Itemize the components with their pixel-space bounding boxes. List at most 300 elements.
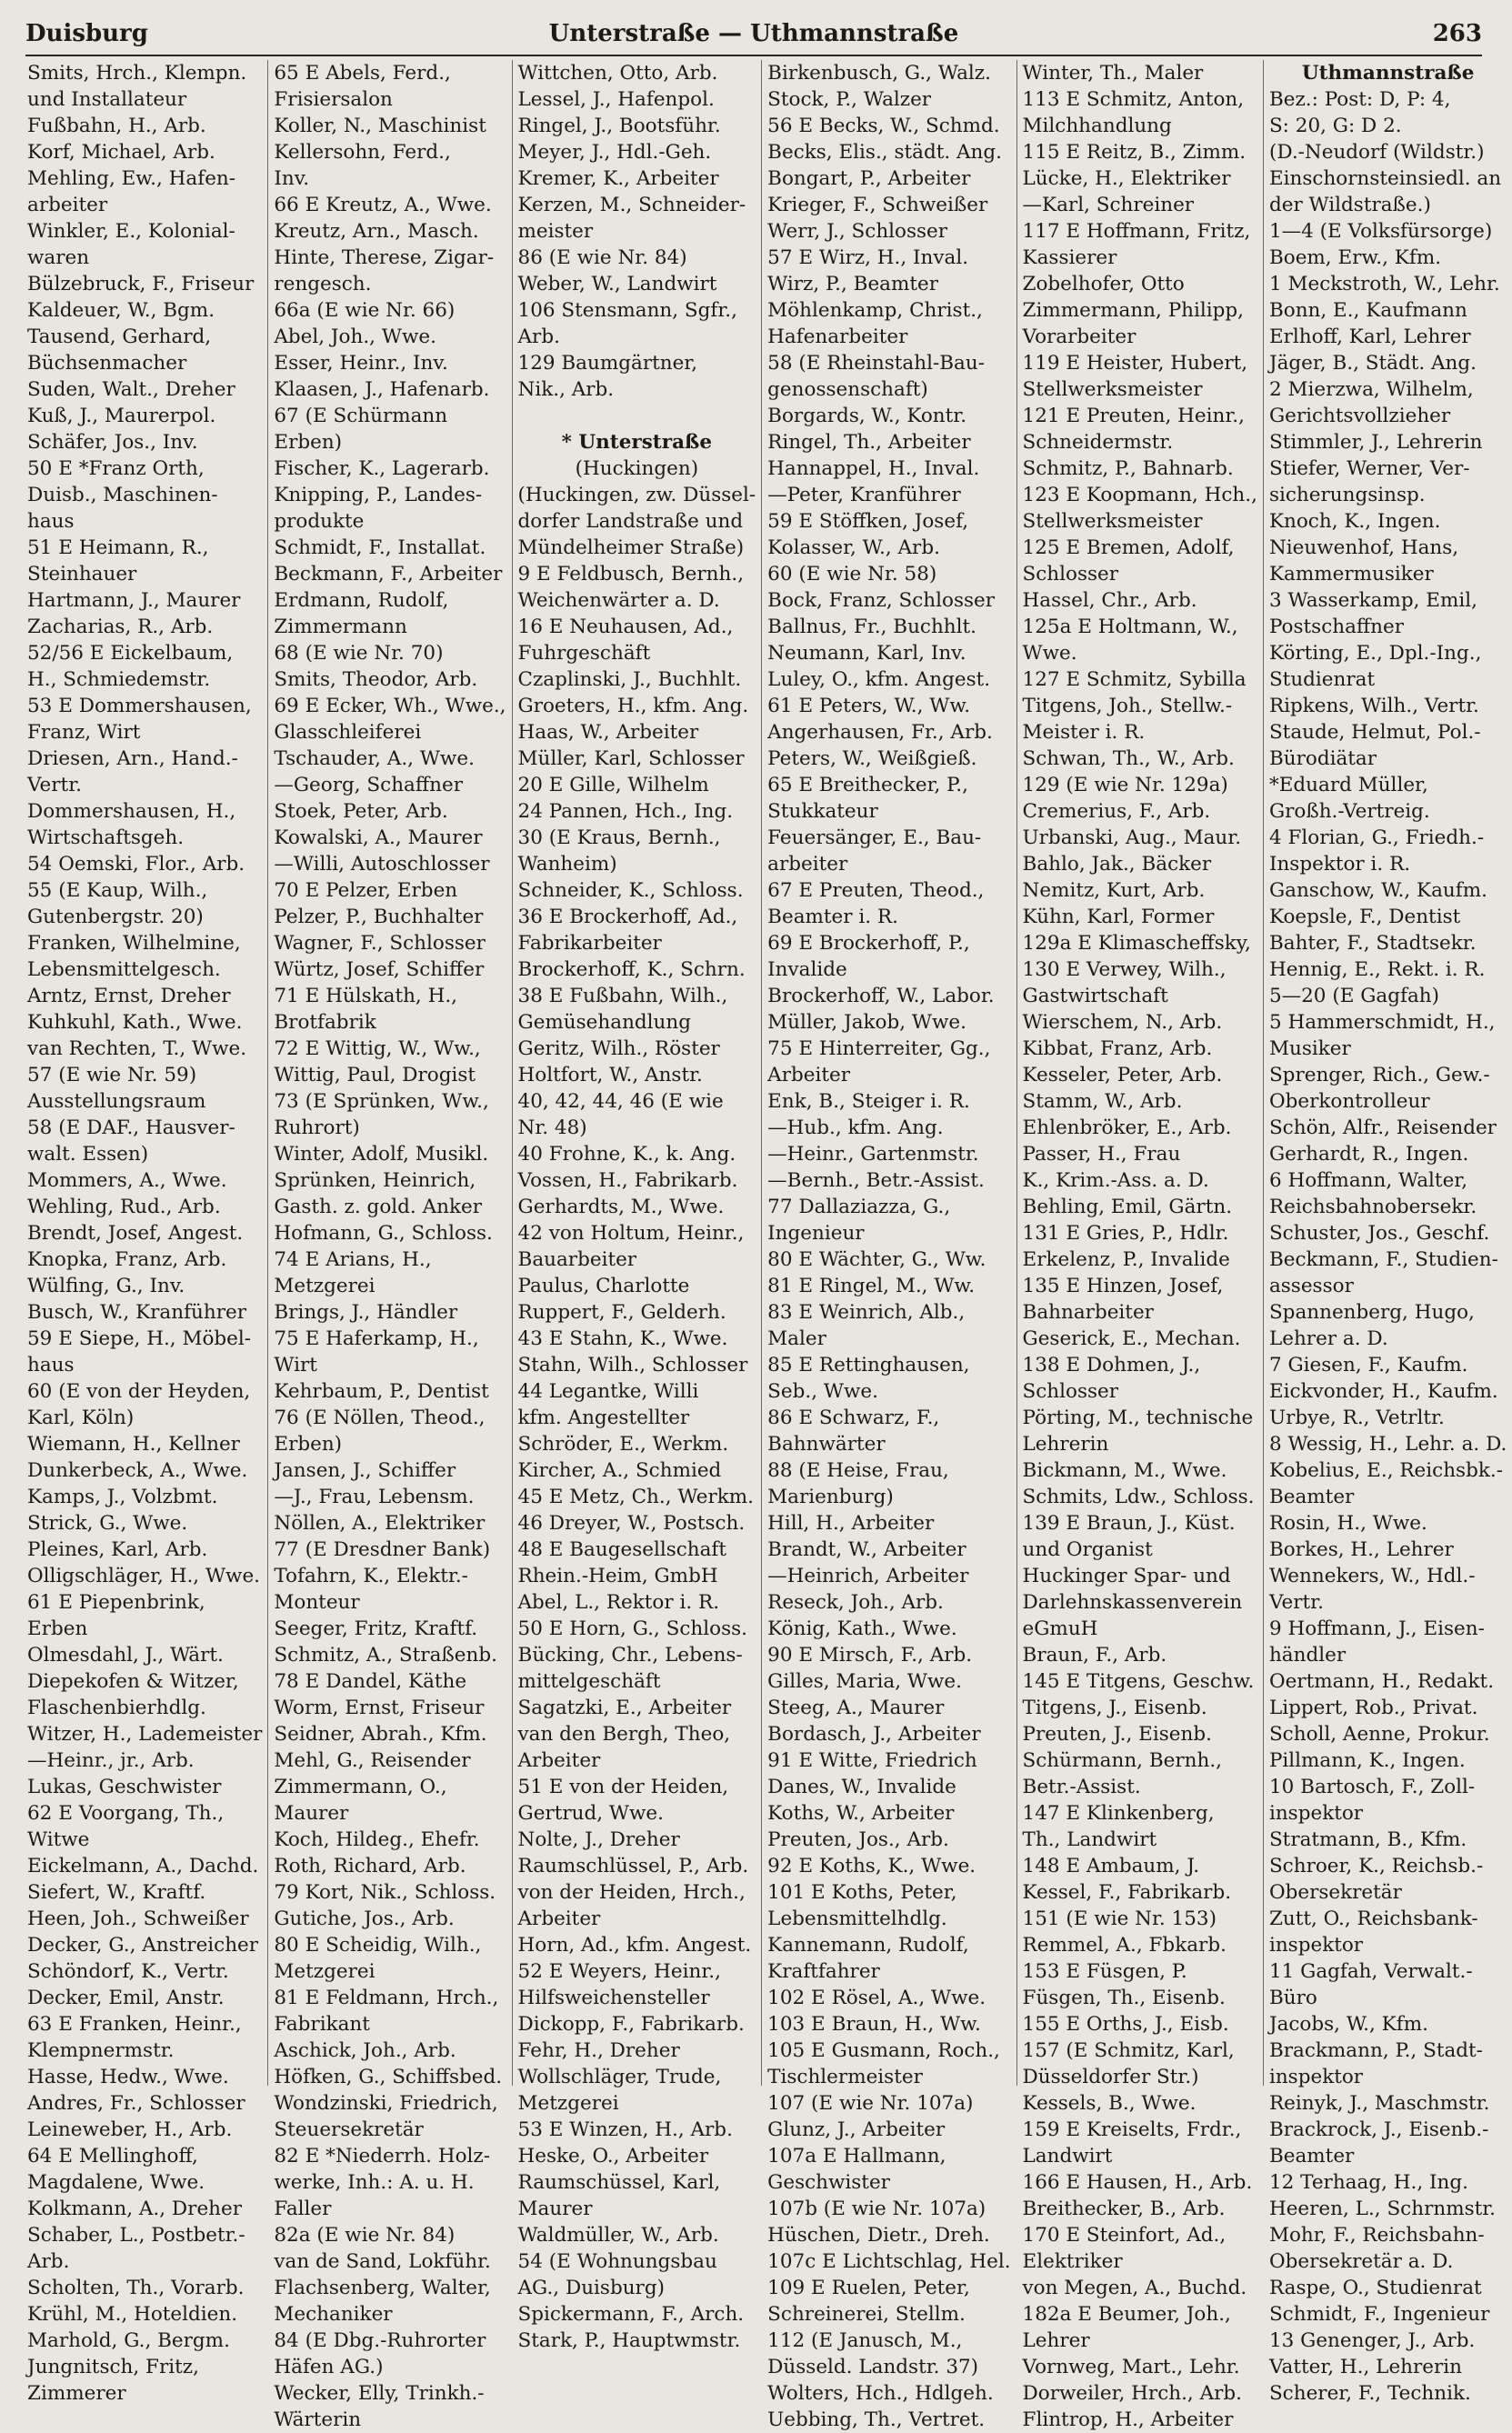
directory-entry-line: Beamter (1268, 1486, 1355, 1508)
directory-entry-line: Gerhardt, R., Ingen. (1268, 1143, 1469, 1166)
directory-entry-line: 40, 42, 44, 46 (E wie (517, 1090, 724, 1113)
directory-entry-line: —Willi, Autoschlosser (274, 853, 490, 876)
directory-entry-line: Luley, O., kfm. Angest. (767, 668, 991, 691)
directory-entry-line: Remmel, A., Fbkarb. (1022, 1934, 1227, 1957)
directory-entry-line: Nik., Arb. (517, 378, 615, 401)
directory-entry-line: Leineweber, H., Arb. (27, 2118, 233, 2141)
directory-entry-line: Hinte, Therese, Zigar- (274, 246, 495, 269)
directory-entry-line: Invalide (767, 958, 847, 981)
directory-entry-line: Jungnitsch, Fritz, (27, 2356, 199, 2378)
directory-entry-line: —Karl, Schreiner (1022, 194, 1195, 216)
directory-entry-line: Fischer, K., Lagerarb. (274, 457, 490, 480)
directory-entry-line: Müller, Jakob, Wwe. (767, 1011, 966, 1034)
directory-entry-line: Lücke, H., Elektriker (1022, 167, 1231, 190)
directory-entry-line: Ingenieur (767, 1222, 865, 1245)
directory-entry-line: Schlosser (1022, 1380, 1119, 1403)
directory-entry-line: Fabrikant (274, 2013, 370, 2036)
directory-entry-line: Danes, W., Invalide (767, 1776, 956, 1798)
directory-entry-line: 81 E Ringel, M., Ww. (767, 1275, 976, 1297)
directory-entry-line: Studienrat (1268, 668, 1376, 691)
directory-entry-line: 129 (E wie Nr. 129a) (1022, 774, 1228, 796)
directory-entry-line: 139 E Braun, J., Küst. (1022, 1512, 1236, 1535)
directory-entry-line: Angerhausen, Fr., Arb. (767, 721, 993, 744)
directory-entry-line: Kolkmann, A., Dreher (27, 2198, 243, 2220)
directory-entry-line: 107b (E wie Nr. 107a) (767, 2198, 986, 2220)
directory-entry-line: Lehrerin (1022, 1433, 1109, 1456)
directory-entry-line: Th., Landwirt (1022, 1828, 1157, 1851)
directory-entry-line: Brotfabrik (274, 1011, 376, 1034)
directory-entry-line: Busch, W., Kranführer (27, 1301, 247, 1324)
directory-entry-line: Dorweiler, Hrch., Arb. (1022, 2382, 1242, 2405)
directory-entry-line: 80 E Scheidig, Wilh., (274, 1934, 482, 1957)
directory-entry-line: 61 E Peters, W., Ww. (767, 695, 971, 717)
directory-entry-line: Scholten, Th., Vorarb. (27, 2277, 245, 2299)
directory-entry-line: 9 Hoffmann, J., Eisen- (1268, 1617, 1485, 1640)
directory-entry-line: Einschornsteinsiedl. an (1268, 167, 1502, 190)
directory-column-2 (267, 60, 511, 2431)
directory-entry-line: —Peter, Kranführer (767, 484, 961, 506)
directory-entry-line: Wecker, Elly, Trinkh.- (274, 2382, 485, 2405)
directory-entry-line: 127 E Schmitz, Sybilla (1022, 668, 1247, 691)
directory-entry-line: Dommershausen, H., (27, 800, 236, 823)
directory-entry-line: Heske, O., Arbeiter (517, 2145, 709, 2168)
directory-entry-line: Scherer, F., Technik. (1268, 2382, 1471, 2405)
directory-entry-line: Raspe, O., Studienrat (1268, 2277, 1482, 2299)
directory-column-5 (1016, 60, 1263, 2431)
directory-entry-line: 102 E Rösel, A., Wwe. (767, 1987, 986, 2009)
directory-entry-line: von Megen, A., Buchd. (1022, 2277, 1247, 2299)
directory-entry-line: Heeren, L., Schrnmstr. (1268, 2198, 1496, 2220)
directory-entry-line: Gutenbergstr. 20) (27, 906, 204, 928)
directory-entry-line: Pörting, M., technische (1022, 1407, 1254, 1429)
directory-entry-line: Stratmann, B., Kfm. (1268, 1828, 1467, 1851)
directory-entry-line: Seidner, Abrah., Kfm. (274, 1723, 487, 1746)
directory-entry-line: Marienburg) (767, 1486, 894, 1508)
directory-entry-line: 82 E *Niederrh. Holz- (274, 2145, 490, 2168)
directory-entry-line: Brandt, W., Arbeiter (767, 1538, 966, 1561)
directory-entry-line: Glunz, J., Arbeiter (767, 2118, 946, 2141)
directory-entry-line: Braun, F., Arb. (1022, 1644, 1167, 1667)
directory-entry-line: Arbeiter (767, 1064, 850, 1086)
directory-entry-line: —Hub., kfm. Ang. (767, 1116, 944, 1139)
directory-entry-line: Jäger, B., Städt. Ang. (1268, 352, 1477, 375)
directory-entry-line: Marhold, G., Bergm. (27, 2329, 230, 2352)
directory-entry-line: Maler (767, 1327, 826, 1350)
directory-entry-line: 85 E Rettinghausen, (767, 1354, 970, 1377)
directory-entry-line: Eickelmann, A., Dachd. (27, 1855, 259, 1877)
directory-entry-line: Erkelenz, P., Invalide (1022, 1248, 1230, 1271)
directory-entry-line: Tschauder, A., Wwe. (274, 747, 475, 770)
directory-entry-line: 30 (E Kraus, Bernh., (517, 826, 721, 849)
directory-entry-line: Steeg, A., Maurer (767, 1697, 945, 1719)
directory-entry-line: 54 (E Wohnungsbau (517, 2250, 717, 2273)
directory-entry-line: 166 E Hausen, H., Arb. (1022, 2171, 1253, 2194)
directory-entry-line: Boem, Erw., Kfm. (1268, 246, 1442, 269)
directory-entry-line: Postschaffner (1268, 616, 1405, 638)
directory-entry-line: Fuhrgeschäft (517, 642, 651, 665)
directory-entry-line: Maurer (274, 1802, 349, 1825)
directory-entry-line: Stimmler, J., Lehrerin (1268, 431, 1483, 454)
directory-entry-line: Lebensmittelgesch. (27, 958, 221, 981)
directory-entry-line: händler (1268, 1644, 1347, 1667)
directory-entry-line: 107c E Lichtschlag, Hel. (767, 2250, 1011, 2273)
page-number: 263 (1432, 20, 1482, 47)
directory-entry-line: 73 (E Sprünken, Ww., (274, 1090, 489, 1113)
directory-entry-line: Landwirt (1022, 2145, 1113, 2168)
directory-entry-line: Hilfsweichensteller (517, 1987, 710, 2009)
directory-entry-line: Heen, Joh., Schweißer (27, 1907, 249, 1930)
directory-entry-line: 91 E Witte, Friedrich (767, 1749, 977, 1772)
directory-entry-line: Raumschüssel, Karl, (517, 2171, 721, 2194)
directory-entry-line: Vornweg, Mart., Lehr. (1022, 2356, 1240, 2378)
directory-entry-line: Erben (27, 1617, 88, 1640)
directory-entry-line: Düsseldorfer Str.) (1022, 2066, 1199, 2088)
directory-entry-line: Mehl, G., Reisender (274, 1749, 471, 1772)
directory-entry-line: inspektor (1268, 1934, 1364, 1957)
directory-entry-line: Tofahrn, K., Elektr.- (274, 1565, 468, 1587)
directory-entry-line: * Unterstraße (561, 431, 713, 454)
directory-entry-line: Hüschen, Dietr., Dreh. (767, 2224, 990, 2247)
directory-entry-line: Frisiersalon (274, 88, 393, 111)
directory-entry-line: Bücking, Chr., Lebens- (517, 1644, 743, 1667)
directory-entry-line: 147 E Klinkenberg, (1022, 1802, 1215, 1825)
directory-entry-line: Knipping, P., Landes- (274, 484, 483, 506)
directory-entry-line: Höfken, G., Schiffsbed. (274, 2066, 503, 2088)
directory-entry-line: Koepsle, F., Dentist (1268, 906, 1461, 928)
header-rule (25, 55, 1482, 56)
directory-entry-line: Musiker (1268, 1037, 1351, 1060)
directory-entry-line: 90 E Mirsch, F., Arb. (767, 1644, 973, 1667)
directory-entry-line: Kamps, J., Volzbmt. (27, 1486, 218, 1508)
directory-columns (22, 60, 1507, 2431)
directory-entry-line: Wiemann, H., Kellner (27, 1433, 240, 1456)
directory-entry-line: Holtfort, W., Anstr. (517, 1064, 703, 1086)
directory-entry-line: Lukas, Geschwister (27, 1776, 222, 1798)
directory-entry-line: Andres, Fr., Schlosser (27, 2092, 245, 2115)
directory-entry-line: Haas, W., Arbeiter (517, 721, 699, 744)
directory-entry-line: 58 (E Rheinstahl-Bau- (767, 352, 985, 375)
directory-entry-line: 82a (E wie Nr. 84) (274, 2224, 456, 2247)
directory-entry-line: Erben) (274, 1433, 343, 1456)
directory-entry-line: Kassierer (1022, 246, 1117, 269)
directory-entry-line: Bahlo, Jak., Bäcker (1022, 853, 1212, 876)
directory-entry-line: Titgens, Joh., Stellw.- (1022, 695, 1233, 717)
directory-column-6 (1263, 60, 1512, 2405)
directory-entry-line: Mehling, Ew., Hafen- (27, 167, 236, 190)
directory-entry-line: Hill, H., Arbeiter (767, 1512, 935, 1535)
directory-entry-line: Driesen, Arn., Hand.- (27, 747, 238, 770)
directory-entry-line: Schroer, K., Reichsb.- (1268, 1855, 1484, 1877)
directory-entry-line: 67 (E Schürmann (274, 405, 448, 427)
directory-entry-line: Abel, Joh., Wwe. (274, 325, 436, 348)
directory-entry-line: Becks, Elis., städt. Ang. (767, 141, 1002, 164)
directory-entry-line: Ringel, Th., Arbeiter (767, 431, 971, 454)
directory-entry-line: 83 E Weinrich, Alb., (767, 1301, 966, 1324)
directory-entry-line: Schneidermstr. (1022, 431, 1174, 454)
directory-entry-line: Gerhardts, M., Wwe. (517, 1196, 725, 1218)
directory-entry-line: Erdmann, Rudolf, (274, 589, 449, 612)
directory-entry-line: Olmesdahl, J., Wärt. (27, 1644, 224, 1667)
directory-entry-line: (Huckingen) (575, 457, 699, 480)
directory-entry-line: Aschick, Joh., Arb. (274, 2039, 456, 2062)
directory-entry-line: Beamter (1268, 2145, 1355, 2168)
directory-entry-line: 88 (E Heise, Frau, (767, 1459, 949, 1482)
directory-entry-line: Magdalene, Wwe. (27, 2171, 205, 2194)
directory-entry-line: Jacobs, W., Kfm. (1268, 2013, 1428, 2036)
directory-entry-line: Bauarbeiter (517, 1248, 637, 1271)
directory-entry-line: 106 Stensmann, Sgfr., (517, 299, 737, 322)
directory-entry-line: Bickmann, M., Wwe. (1022, 1459, 1227, 1482)
directory-entry-line: Borkes, H., Lehrer (1268, 1538, 1454, 1561)
directory-entry-line: 52 E Weyers, Heinr., (517, 1960, 721, 1983)
directory-entry-line: inspektor (1268, 1802, 1364, 1825)
directory-entry-line: 84 (E Dbg.-Ruhrorter (274, 2329, 486, 2352)
directory-entry-line: Glasschleiferei (274, 721, 422, 744)
directory-entry-line: Ganschow, W., Kaufm. (1268, 879, 1487, 902)
directory-entry-line: Lessel, J., Hafenpol. (517, 88, 715, 111)
directory-entry-line: Arntz, Ernst, Dreher (27, 985, 231, 1007)
directory-entry-line: Witzer, H., Lademeister (27, 1723, 263, 1746)
page-header (25, 20, 1482, 56)
directory-entry-line: Stellwerksmeister (1022, 378, 1203, 401)
directory-entry-line: Nemitz, Kurt, Arb. (1022, 879, 1206, 902)
directory-entry-line: Wondzinski, Friedrich, (274, 2092, 498, 2115)
directory-entry-line: 3 Wasserkamp, Emil, (1268, 589, 1477, 612)
directory-entry-line: 5 Hammerschmidt, H., (1268, 1011, 1496, 1034)
directory-entry-line: Pelzer, P., Buchhalter (274, 906, 484, 928)
directory-entry-line: Preuten, Jos., Arb. (767, 1828, 949, 1851)
directory-entry-line: Wierschem, N., Arb. (1022, 1011, 1223, 1034)
directory-entry-line: Feuersänger, E., Bau- (767, 826, 982, 849)
directory-entry-line: Knopka, Franz, Arb. (27, 1248, 227, 1271)
directory-entry-line: 125 E Bremen, Adolf, (1022, 536, 1235, 559)
directory-entry-line: Diepekofen & Witzer, (27, 1670, 239, 1693)
directory-entry-line: 81 E Feldmann, Hrch., (274, 1987, 499, 2009)
directory-entry-line: Müller, Karl, Schlosser (517, 747, 745, 770)
directory-entry-line: 138 E Dohmen, J., (1022, 1354, 1201, 1377)
directory-entry-line: arbeiter (27, 194, 108, 216)
directory-entry-line: Enk, B., Steiger i. R. (767, 1090, 970, 1113)
directory-entry-line: Nolte, J., Dreher (517, 1828, 680, 1851)
directory-entry-line: Gertrud, Wwe. (517, 1802, 664, 1825)
directory-entry-line: Worm, Ernst, Friseur (274, 1697, 485, 1719)
directory-entry-line: Würtz, Josef, Schiffer (274, 958, 485, 981)
directory-entry-line: 68 (E wie Nr. 70) (274, 642, 444, 665)
directory-entry-line: Häfen AG.) (274, 2356, 384, 2378)
directory-entry-line: Winkler, E., Kolonial- (27, 220, 235, 243)
directory-entry-line: genossenschaft) (767, 378, 928, 401)
directory-entry-line: Zimmermann, Philipp, (1022, 299, 1244, 322)
directory-entry-line: Betr.-Assist. (1022, 1776, 1141, 1798)
directory-entry-line: Mommers, A., Wwe. (27, 1169, 227, 1192)
directory-entry-line: Franken, Wilhelmine, (27, 932, 241, 955)
directory-entry-line: 59 E Siepe, H., Möbel- (27, 1327, 252, 1350)
directory-entry-line: Wehling, Rud., Arb. (27, 1196, 221, 1218)
directory-entry-line: 123 E Koopmann, Hch., (1022, 484, 1257, 506)
directory-entry-line: (Huckingen, zw. Düssel- (517, 484, 756, 506)
directory-entry-line: Zutt, O., Reichsbank- (1268, 1907, 1478, 1930)
directory-entry-line: Suden, Walt., Dreher (27, 378, 235, 401)
directory-entry-line: Bordasch, J., Arbeiter (767, 1723, 981, 1746)
directory-entry-line: Werr, J., Schlosser (767, 220, 948, 243)
directory-entry-line: 36 E Brockerhoff, Ad., (517, 906, 738, 928)
directory-entry-line: Jansen, J., Schiffer (274, 1459, 456, 1482)
directory-entry-line: 92 E Koths, K., Wwe. (767, 1855, 976, 1877)
directory-entry-line: Kehrbaum, P., Dentist (274, 1380, 489, 1403)
directory-entry-line: 79 Kort, Nik., Schloss. (274, 1881, 496, 1904)
directory-entry-line: Wagner, F., Schlosser (274, 932, 486, 955)
directory-entry-line: 64 E Mellinghoff, (27, 2145, 198, 2168)
directory-entry-line: der Wildstraße.) (1268, 194, 1431, 216)
directory-entry-line: 11 Gagfah, Verwalt.- (1268, 1960, 1473, 1983)
directory-entry-line: 135 E Hinzen, Josef, (1022, 1275, 1224, 1297)
directory-entry-line: Spickermann, F., Arch. (517, 2303, 745, 2326)
directory-entry-line: Wülfing, G., Inv. (27, 1275, 185, 1297)
directory-entry-line: 130 E Verwey, Wilh., (1022, 958, 1227, 981)
directory-entry-line: Kibbat, Franz, Arb. (1022, 1037, 1213, 1060)
directory-entry-line: 2 Mierzwa, Wilhelm, (1268, 378, 1474, 401)
directory-entry-line: Wittchen, Otto, Arb. (517, 62, 718, 85)
directory-entry-line: Kuß, J., Maurerpol. (27, 405, 216, 427)
directory-entry-line: Sagatzki, E., Arbeiter (517, 1697, 732, 1719)
directory-entry-line: Schlosser (1022, 563, 1119, 586)
directory-entry-line: kfm. Angestellter (517, 1407, 690, 1429)
directory-entry-line: dorfer Landstraße und (517, 510, 744, 533)
directory-entry-line: Stellwerksmeister (1022, 510, 1203, 533)
directory-entry-line: assessor (1268, 1275, 1354, 1297)
directory-entry-line: 54 Oemski, Flor., Arb. (27, 853, 245, 876)
directory-entry-line: Karl, Köln) (27, 1407, 135, 1429)
directory-entry-line: van den Bergh, Theo, (517, 1723, 731, 1746)
running-head-city: Duisburg (25, 20, 148, 47)
directory-entry-line: Neumann, Karl, Inv. (767, 642, 966, 665)
directory-entry-line: Schürmann, Bernh., (1022, 1749, 1223, 1772)
directory-entry-line: Schmidt, F., Installat. (274, 536, 486, 559)
directory-entry-line: Wittig, Paul, Drogist (274, 1064, 476, 1086)
directory-entry-line: Urbye, R., Vetrltr. (1268, 1407, 1445, 1429)
directory-entry-line: 1—4 (E Volksfürsorge) (1268, 220, 1493, 243)
directory-entry-line: 9 E Feldbusch, Bernh., (517, 563, 745, 586)
directory-entry-line: Smits, Hrch., Klempn. (27, 62, 247, 85)
directory-entry-line: Ripkens, Wilh., Vertr. (1268, 695, 1479, 717)
directory-entry-line: Düsseld. Landstr. 37) (767, 2356, 979, 2378)
directory-entry-line: rengesch. (274, 273, 372, 295)
directory-entry-line: 55 (E Kaup, Wilh., (27, 879, 208, 902)
directory-entry-line: Koch, Hildeg., Ehefr. (274, 1828, 480, 1851)
directory-entry-line: Sprünken, Heinrich, (274, 1169, 476, 1192)
directory-entry-line: —Heinr., jr., Arb. (27, 1749, 195, 1772)
directory-entry-line: Rhein.-Heim, GmbH (517, 1565, 718, 1587)
directory-entry-line: Wolters, Hch., Hdlgeh. (767, 2382, 994, 2405)
directory-entry-line: Weber, W., Landwirt (517, 273, 717, 295)
directory-entry-line: Flintrop, H., Arbeiter (1022, 2408, 1234, 2431)
directory-entry-line: Raumschlüssel, P., Arb. (517, 1855, 749, 1877)
directory-entry-line: 125a E Holtmann, W., (1022, 616, 1238, 638)
directory-entry-line: Wennekers, W., Hdl.- (1268, 1565, 1476, 1587)
running-head-streets: Unterstraße — Uthmannstraße (548, 20, 959, 47)
directory-entry-line: Zobelhofer, Otto (1022, 273, 1185, 295)
directory-entry-line: Ruhrort) (274, 1116, 360, 1139)
directory-entry-line: arbeiter (767, 853, 848, 876)
directory-entry-line: 43 E Stahn, K., Wwe. (517, 1327, 728, 1350)
directory-entry-line: 151 (E wie Nr. 153) (1022, 1907, 1217, 1930)
directory-entry-line: (D.-Neudorf (Wildstr.) (1268, 141, 1485, 164)
directory-entry-line: 48 E Baugesellschaft (517, 1538, 727, 1561)
directory-entry-line: Inv. (274, 167, 310, 190)
directory-entry-line: Fabrikarbeiter (517, 932, 662, 955)
directory-entry-line: Obersekretär a. D. (1268, 2250, 1454, 2273)
directory-entry-line: Beamter i. R. (767, 906, 898, 928)
directory-entry-line: walt. Essen) (27, 1143, 149, 1166)
directory-entry-line: Geschwister (767, 2171, 890, 2194)
directory-entry-line: *Eduard Müller, (1268, 774, 1428, 796)
directory-entry-line: Kremer, K., Arbeiter (517, 167, 719, 190)
directory-entry-line: 78 E Dandel, Käthe (274, 1670, 467, 1693)
directory-entry-line: 16 E Neuhausen, Ad., (517, 616, 734, 638)
directory-entry-line: Gilles, Maria, Wwe. (767, 1670, 962, 1693)
directory-entry-line: von der Heiden, Hrch., (517, 1881, 746, 1904)
directory-entry-line: Czaplinski, J., Buchhlt. (517, 668, 742, 691)
directory-entry-line: 46 Dreyer, W., Postsch. (517, 1512, 746, 1535)
directory-entry-line: Fehr, H., Dreher (517, 2039, 680, 2062)
directory-entry-line: Füsgen, Th., Eisenb. (1022, 1987, 1226, 2009)
directory-entry-line: 155 E Orths, J., Eisb. (1022, 2013, 1229, 2036)
directory-entry-line: Gutiche, Jos., Arb. (274, 1907, 455, 1930)
directory-entry-line: Steinhauer (27, 563, 137, 586)
directory-entry-line: Dickopp, F., Fabrikarb. (517, 2013, 745, 2036)
directory-entry-line: Groeters, H., kfm. Ang. (517, 695, 749, 717)
directory-entry-line: Nr. 48) (517, 1116, 587, 1139)
directory-entry-line: AG., Duisburg) (517, 2277, 665, 2299)
directory-entry-line: Weichenwärter a. D. (517, 589, 720, 612)
directory-entry-line: 12 Terhaag, H., Ing. (1268, 2171, 1468, 2194)
directory-entry-line: Vossen, H., Fabrikarb. (517, 1169, 738, 1192)
directory-entry-line: Abel, L., Rektor i. R. (517, 1591, 720, 1614)
directory-entry-line: —Bernh., Betr.-Assist. (767, 1169, 985, 1192)
directory-entry-line: Elektriker (1022, 2250, 1123, 2273)
directory-entry-line: Nöllen, A., Elektriker (274, 1512, 486, 1535)
directory-entry-line: 72 E Wittig, W., Ww., (274, 1037, 481, 1060)
directory-entry-line: 170 E Steinfort, Ad., (1022, 2224, 1227, 2247)
directory-entry-line: 105 E Gusmann, Roch., (767, 2039, 1000, 2062)
directory-entry-line: Sprenger, Rich., Gew.- (1268, 1064, 1490, 1086)
directory-entry-line: Büro (1268, 1987, 1317, 2009)
directory-entry-line: Arb. (27, 2250, 70, 2273)
directory-entry-line: sicherungsinsp. (1268, 484, 1426, 506)
directory-entry-line: Steuersekretär (274, 2118, 424, 2141)
directory-entry-line: Schmits, Ldw., Schloss. (1022, 1486, 1255, 1508)
directory-entry-line: Ringel, J., Bootsführ. (517, 115, 721, 137)
directory-entry-line: Metzgerei (274, 1275, 375, 1297)
directory-entry-line: Strick, G., Wwe. (27, 1512, 188, 1535)
directory-entry-line: Reichsbahnobersekr. (1268, 1196, 1477, 1218)
directory-entry-line: Schmitz, A., Straßenb. (274, 1644, 497, 1667)
directory-entry-line: 53 E Dommershausen, (27, 695, 252, 717)
directory-entry-line: Kessel, F., Fabrikarb. (1022, 1881, 1232, 1904)
directory-entry-line: Erlhoff, Karl, Lehrer (1268, 325, 1471, 348)
directory-entry-line: 24 Pannen, Hch., Ing. (517, 800, 734, 823)
directory-entry-line: 153 E Füsgen, P. (1022, 1960, 1187, 1983)
directory-entry-line: Büchsenmacher (27, 352, 187, 375)
directory-entry-line: Wanheim) (517, 853, 617, 876)
directory-entry-line: Möhlenkamp, Christ., (767, 299, 983, 322)
directory-entry-line: Beckmann, F., Arbeiter (274, 563, 503, 586)
directory-entry-line: van Rechten, T., Wwe. (27, 1037, 247, 1060)
directory-entry-line: 86 E Schwarz, F., (767, 1407, 940, 1429)
directory-entry-line: Oberkontrolleur (1268, 1090, 1430, 1113)
directory-entry-line: 121 E Preuten, Heinr., (1022, 405, 1245, 427)
directory-entry-line: 57 E Wirz, H., Inval. (767, 246, 969, 269)
